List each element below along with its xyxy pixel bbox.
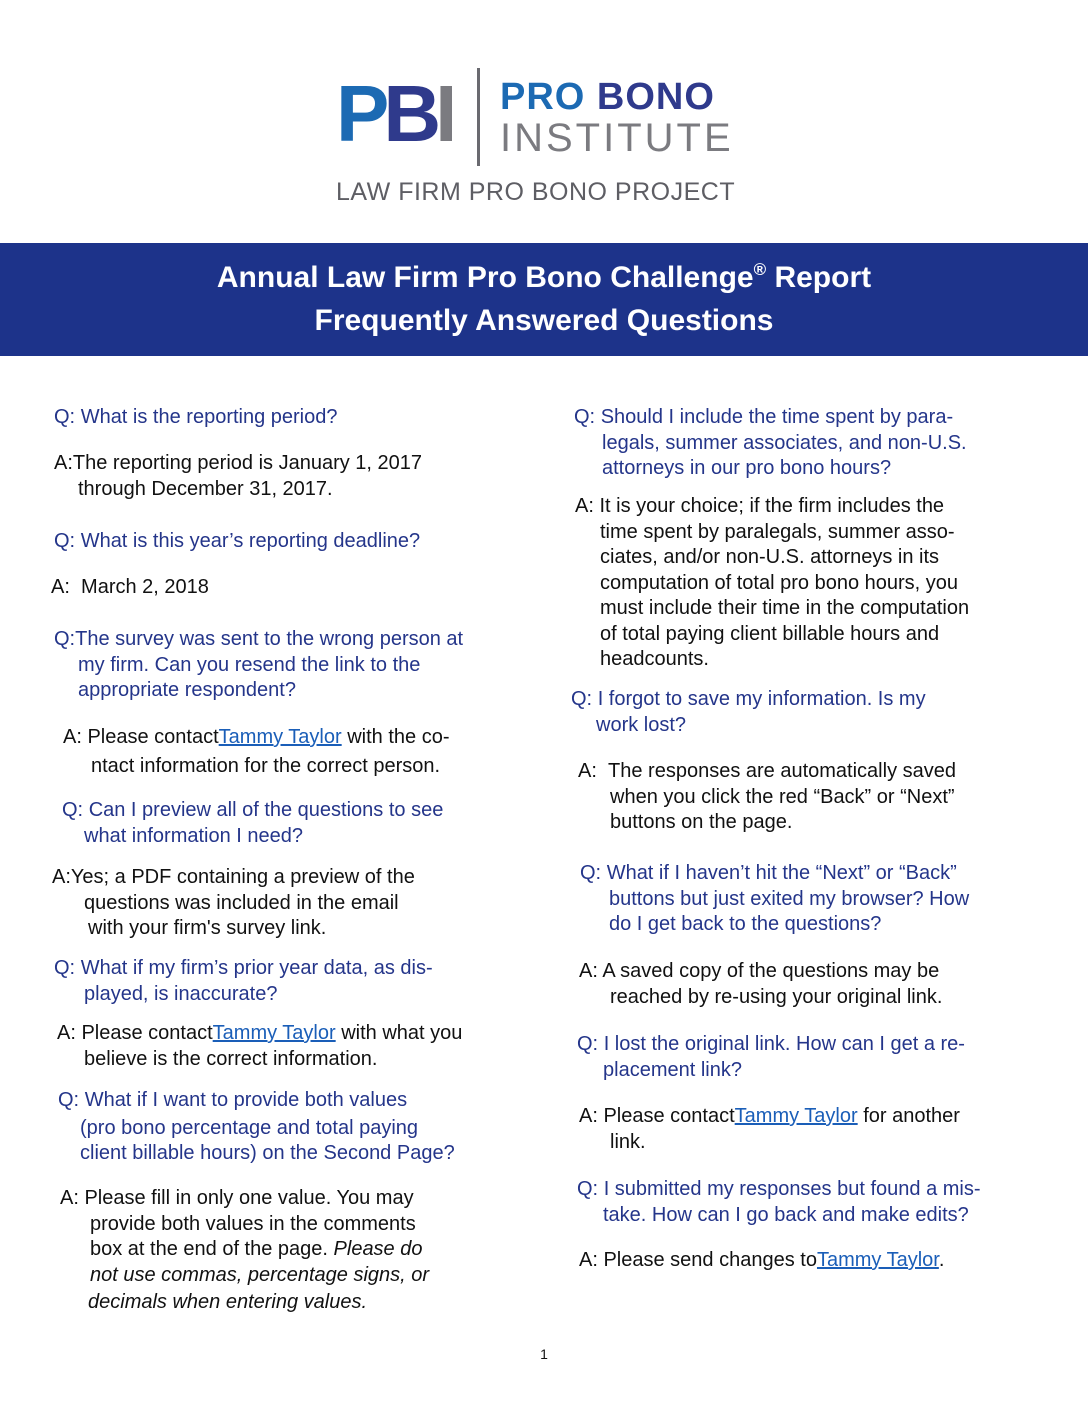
answer-text: Please contact [87,726,219,748]
answer-text: Please contact [603,1105,735,1127]
answer-italic-text: Please do [333,1238,423,1260]
answer-text: link. [610,1130,646,1153]
question-text: legals, summer associates, and non-U.S. [602,431,967,454]
question-text: I submitted my responses but found a mis- [603,1178,981,1200]
logo-bono: BONO [596,76,715,118]
left-question-5 [54,956,433,1007]
answer-text: computation of total pro bono hours, you [600,571,959,594]
left-answer-5 [57,1021,462,1072]
right-answer-5 [579,1248,944,1274]
q-label: Q: [574,406,596,428]
answer-text: buttons on the page. [610,811,793,833]
question-text: (pro bono percentage and total paying [80,1116,419,1139]
answer-text: reached by re-using your original link. [610,985,943,1008]
question-text: The survey was sent to the wrong person at [75,628,464,650]
answer-text: with your firm's survey link. [88,917,327,939]
page-number: 1 [540,1346,548,1362]
left-answer-6 [60,1186,429,1316]
left-question-6 [58,1088,455,1167]
logo-mark-b: B [383,69,436,158]
left-answer-4 [52,865,415,942]
left-answer-1 [54,451,422,502]
logo-mark-p: P [336,69,384,158]
left-question-1 [54,405,338,431]
tammy-taylor-link[interactable]: Tammy Taylor [212,1022,336,1044]
a-label: A: [57,1022,76,1044]
logo-divider [477,68,480,166]
question-text: What is this year’s reporting deadline? [80,530,421,552]
answer-text: for another [857,1105,960,1127]
answer-italic-text: decimals when entering values. [88,1291,368,1313]
registered-mark: ® [753,260,767,279]
answer-text: . [938,1249,945,1271]
right-answer-2 [578,759,956,836]
answer-text: March 2, 2018 [81,576,209,598]
right-answer-4 [579,1104,960,1155]
question-text: appropriate respondent? [78,679,296,701]
question-text: what information I need? [84,824,304,847]
logo-institute: INSTITUTE [500,116,734,160]
a-label: A: [51,576,70,598]
tammy-taylor-link[interactable]: Tammy Taylor [816,1249,939,1271]
q-label: Q: [54,628,76,650]
question-text: played, is inaccurate? [84,982,278,1005]
question-text: buttons but just exited my browser? How [609,887,970,910]
answer-text: believe is the correct information. [84,1047,378,1070]
answer-text: questions was included in the email [84,891,399,914]
question-text: What is the reporting period? [80,406,338,428]
answer-text: Yes; a PDF containing a preview of the [70,866,415,888]
answer-text: ciates, and/or non-U.S. attorneys in its [600,546,940,568]
answer-text: provide both values in the comments [90,1212,416,1235]
question-text: Should I include the time spent by para- [600,406,954,428]
right-question-2 [571,687,926,738]
answer-text: The responses are automatically saved [608,760,956,782]
document-title-end: Report [766,261,872,294]
tammy-taylor-link[interactable]: Tammy Taylor [734,1105,858,1127]
document-title-text: Annual Law Firm Pro Bono Challenge [216,261,754,294]
a-label: A: [579,1105,598,1127]
answer-text: box at the end of the page. [90,1238,334,1260]
question-text: What if my firm’s prior year data, as dis- [80,957,433,979]
right-question-1 [574,405,967,482]
answer-text: Please contact [81,1022,213,1044]
q-label: Q: [580,862,602,884]
left-answer-3 [63,725,450,779]
a-label: A: [575,495,594,517]
left-question-4 [62,798,443,849]
question-text: client billable hours) on the Second Page? [80,1142,455,1164]
a-label: A: [54,452,73,474]
logo-pro-bono [500,78,715,116]
answer-text: A saved copy of the questions may be [602,960,940,982]
a-label: A: [579,960,598,982]
answer-text: through December 31, 2017. [78,477,333,500]
question-text: take. How can I go back and make edits? [603,1203,969,1226]
right-question-3 [580,861,969,938]
question-text: placement link? [603,1058,742,1081]
a-label: A: [52,866,71,888]
q-label: Q: [62,799,84,821]
question-text: my firm. Can you resend the link to the [78,653,421,676]
logo-project-name: LAW FIRM PRO BONO PROJECT [336,178,736,206]
q-label: Q: [54,957,76,979]
answer-text: with what you [335,1022,463,1044]
q-label: Q: [54,406,76,428]
logo-pro: PRO [500,76,586,118]
answer-text: It is your choice; if the firm includes the [599,495,945,517]
document-subtitle: Frequently Answered Questions [314,304,774,337]
question-text: work lost? [596,713,687,736]
answer-text: Please send changes to [603,1249,817,1271]
a-label: A: [63,726,82,748]
left-question-3 [54,627,463,704]
q-label: Q: [577,1033,599,1055]
a-label: A: [579,1249,598,1271]
q-label: Q: [58,1089,80,1111]
question-text: Can I preview all of the questions to see [88,799,444,821]
pbi-logo [0,0,1088,240]
answer-italic-text: not use commas, percentage signs, or [90,1263,430,1286]
answer-text: Please fill in only one value. You may [84,1187,414,1209]
answer-text: The reporting period is January 1, 2017 [72,452,423,474]
question-text: What if I haven’t hit the “Next” or “Back” [606,862,957,884]
question-text: I lost the original link. How can I get a re- [603,1033,965,1055]
right-question-4 [577,1032,965,1083]
tammy-taylor-link[interactable]: Tammy Taylor [218,726,342,748]
document-title [0,253,1088,295]
question-text: What if I want to provide both values [84,1089,408,1111]
q-label: Q: [54,530,76,552]
logo-mark [336,69,452,158]
left-answer-2 [51,575,209,601]
question-text: do I get back to the questions? [609,913,882,935]
question-text: attorneys in our pro bono hours? [602,457,892,479]
answer-text: ntact information for the correct person. [91,754,441,777]
right-answer-3 [579,959,942,1010]
left-question-2 [54,529,420,555]
answer-text: headcounts. [600,648,709,670]
question-text: I forgot to save my information. Is my [597,688,926,710]
a-label: A: [60,1187,79,1209]
answer-text: of total paying client billable hours and [600,622,940,645]
right-answer-1 [575,494,969,673]
logo-mark-i: I [435,69,452,158]
answer-text: time spent by paralegals, summer asso- [600,520,955,543]
answer-text: must include their time in the computation [600,597,970,619]
right-question-5 [577,1177,981,1228]
q-label: Q: [577,1178,599,1200]
a-label: A: [578,760,597,782]
answer-text: when you click the red “Back” or “Next” [610,785,955,808]
answer-text: with the co- [341,726,450,748]
q-label: Q: [571,688,593,710]
